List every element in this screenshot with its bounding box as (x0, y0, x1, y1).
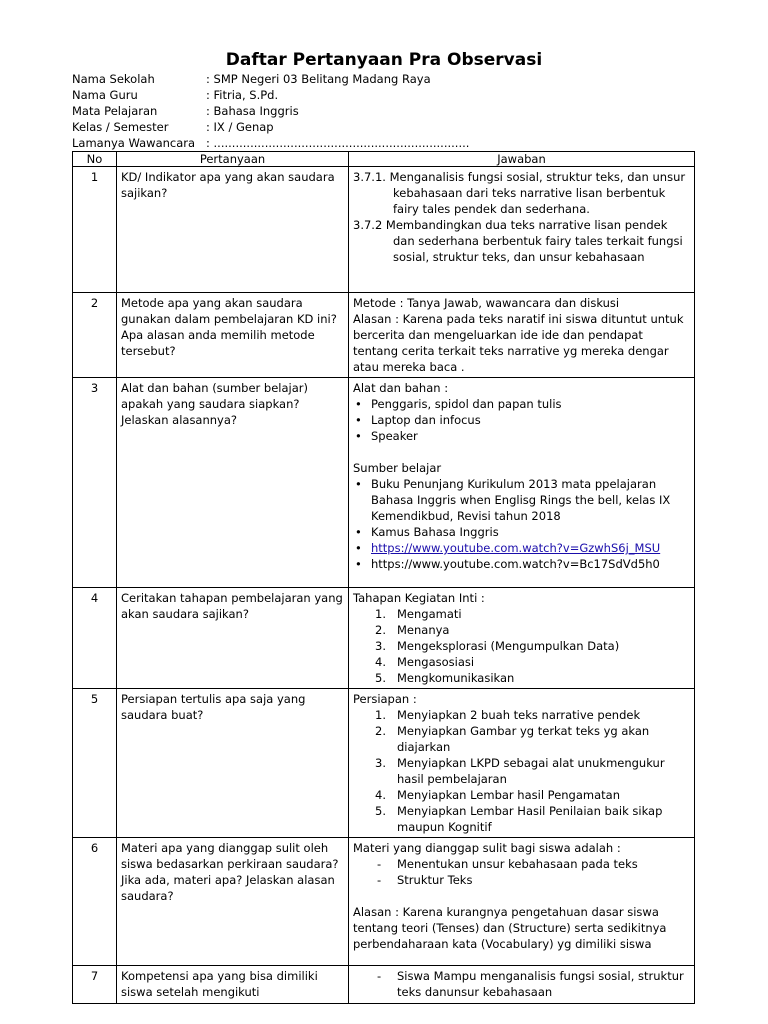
list-item: 2. Menanya (375, 623, 450, 637)
list-item: 5. Menyiapkan Lembar Hasil Penilaian baik sikap maupun Kognitif (375, 804, 663, 834)
list-item: 3. Menyiapkan LKPD sebagai alat unukmengukur hasil pembelajaran (375, 756, 665, 786)
row-question: Metode apa yang akan saudara gunakan dalam pembelajaran KD ini? Apa alasan anda memilih metode tersebut? (117, 293, 349, 378)
row-number: 2 (73, 293, 117, 378)
question-table (72, 151, 695, 1004)
metode-text: Metode : Tanya Jawab, wawancara dan diskusi (353, 296, 620, 310)
header-question: Pertanyaan (117, 152, 349, 167)
row-answer (349, 966, 695, 1004)
list-item: • Buku Penunjang Kurikulum 2013 mata ppelajaran Bahasa Inggris when Englisg Rings the bell, kelas IX Kemendikbud, Revisi tahun 2018 (353, 476, 690, 524)
info-value: : SMP Negeri 03 Belitang Madang Raya (206, 72, 431, 86)
row-question: Ceritakan tahapan pembelajaran yang akan saudara sajikan? (117, 588, 349, 689)
sumber-title: Sumber belajar (353, 461, 442, 475)
row-answer (349, 689, 695, 838)
persiapan-title: Persiapan : (353, 692, 417, 706)
materi-list (353, 856, 690, 888)
document-title: Daftar Pertanyaan Pra Observasi (225, 50, 543, 70)
list-item: • Kamus Bahasa Inggris (353, 524, 690, 540)
header-answer: Jawaban (349, 152, 695, 167)
alasan-text: Alasan : Karena kurangnya pengetahuan dasar siswa tentang teori (Tenses) dan (Structure) serta sedikitnya perbendaharaan kata (Vocabulary) yg dimiliki siswa (353, 905, 667, 951)
list-item: 4. Mengasosiasi (375, 655, 475, 669)
info-value: : ...................................................................... (206, 136, 470, 150)
row-answer (349, 838, 695, 966)
row-number: 7 (73, 966, 117, 1004)
row-question: Alat dan bahan (sumber belajar) apakah yang saudara siapkan? Jelaskan alasannya? (117, 378, 349, 588)
info-value: : Fitria, S.Pd. (206, 88, 279, 102)
list-item: 5. Mengkomunikasikan (375, 671, 515, 685)
list-item (353, 540, 690, 556)
info-row-school (72, 71, 692, 87)
row-number: 5 (73, 689, 117, 838)
persiapan-list (353, 707, 690, 835)
row-answer (349, 167, 695, 293)
info-label: Nama Sekolah (72, 72, 155, 86)
table-row (73, 838, 695, 966)
list-item: 2. Menyiapkan Gambar yg terkat teks yg akan diajarkan (375, 724, 650, 754)
list-item: - Menentukan unsur kebahasaan pada teks (353, 856, 690, 872)
list-item: 1. Menyiapkan 2 buah teks narrative pendek (375, 708, 641, 722)
info-value: : IX / Genap (206, 120, 274, 134)
list-item: • Laptop dan infocus (353, 412, 690, 428)
row-question: Kompetensi apa yang bisa dimiliki siswa setelah mengikuti (117, 966, 349, 1004)
header-no: No (73, 152, 117, 167)
kompetensi-list (353, 968, 690, 1000)
list-item: 3. Mengeksplorasi (Mengumpulkan Data) (375, 639, 620, 653)
alat-list (353, 396, 690, 444)
tahapan-title: Tahapan Kegiatan Inti : (353, 591, 485, 605)
list-item: • Speaker (353, 428, 690, 444)
table-header-row (73, 152, 695, 167)
youtube-link[interactable]: https://www.youtube.com.watch?v=GzwhS6j_MSU (371, 541, 661, 555)
alasan-text: Alasan : Karena pada teks naratif ini siswa dituntut untuk bercerita dan mengeluarkan ide ide dan pendapat tentang cerita terkait teks narrative yg mereka dengar atau mereka baca . (353, 312, 684, 374)
alat-title: Alat dan bahan : (353, 381, 449, 395)
table-row (73, 293, 695, 378)
info-value: : Bahasa Inggris (206, 104, 299, 118)
list-item: 1. Mengamati (375, 607, 462, 621)
list-item: • https://www.youtube.com.watch?v=Bc17SdVd5h0 (353, 556, 690, 572)
list-item: - Struktur Teks (353, 872, 690, 888)
list-item: 3.7.2 Membandingkan dua teks narrative lisan pendek dan sederhana berbentuk fairy tales terkait fungsi sosial, struktur teks, dan unsur kebahasaan (353, 218, 683, 264)
info-label: Mata Pelajaran (72, 104, 158, 118)
list-item: 4. Menyiapkan Lembar hasil Pengamatan (375, 788, 620, 802)
info-row-teacher (72, 87, 692, 103)
table-row (73, 588, 695, 689)
row-question: KD/ Indikator apa yang akan saudara sajikan? (117, 167, 349, 293)
row-number: 3 (73, 378, 117, 588)
row-number: 4 (73, 588, 117, 689)
list-item: • Penggaris, spidol dan papan tulis (353, 396, 690, 412)
list-item: 3.7.1. Menganalisis fungsi sosial, struktur teks, dan unsur kebahasaan dari teks narrative lisan berbentuk fairy tales pendek dan sederhana. (353, 170, 686, 216)
info-row-class (72, 119, 692, 135)
row-answer (349, 378, 695, 588)
row-number: 6 (73, 838, 117, 966)
table-row (73, 378, 695, 588)
row-answer (349, 293, 695, 378)
info-row-duration (72, 135, 692, 151)
list-item: - Siswa Mampu menganalisis fungsi sosial, struktur teks danunsur kebahasaan (353, 968, 690, 1000)
row-question: Persiapan tertulis apa saja yang saudara buat? (117, 689, 349, 838)
sumber-list (353, 476, 690, 572)
kd-list (353, 169, 690, 265)
info-block (72, 71, 692, 151)
info-label: Kelas / Semester (72, 120, 169, 134)
info-row-subject (72, 103, 692, 119)
tahapan-list (353, 606, 690, 686)
table-row (73, 966, 695, 1004)
row-number: 1 (73, 167, 117, 293)
materi-title: Materi yang dianggap sulit bagi siswa adalah : (353, 841, 621, 855)
row-answer (349, 588, 695, 689)
table-row (73, 689, 695, 838)
info-label: Lamanya Wawancara (72, 136, 196, 150)
info-label: Nama Guru (72, 88, 138, 102)
row-question: Materi apa yang dianggap sulit oleh siswa bedasarkan perkiraan saudara? Jika ada, materi apa? Jelaskan alasan saudara? (117, 838, 349, 966)
table-row (73, 167, 695, 293)
